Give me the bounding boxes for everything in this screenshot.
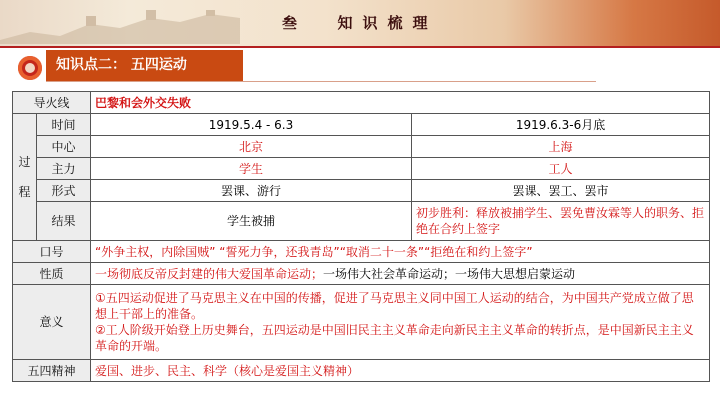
header-divider — [0, 46, 720, 48]
process-char-2: 程 — [18, 185, 31, 199]
center-phase-a: 北京 — [91, 136, 412, 158]
result-phase-b: 初步胜利：释放被捕学生、罢免曹汝霖等人的职务、拒绝在合约上签字 — [412, 202, 710, 241]
table-row — [13, 136, 710, 158]
table-row — [13, 202, 710, 241]
great-wall-decoration — [0, 10, 240, 44]
center-label: 中心 — [37, 136, 91, 158]
table-row — [13, 92, 710, 114]
result-label: 结果 — [37, 202, 91, 241]
header-banner — [0, 0, 720, 46]
knowledge-table — [12, 91, 710, 382]
nature-value — [91, 263, 710, 285]
result-phase-a: 学生被捕 — [91, 202, 412, 241]
nature-label: 性质 — [13, 263, 91, 285]
meaning-value — [91, 285, 710, 360]
spirit-label: 五四精神 — [13, 360, 91, 382]
table-row — [13, 180, 710, 202]
form-phase-b: 罢课、罢工、罢市 — [412, 180, 710, 202]
time-phase-a: 1919.5.4 - 6.3 — [91, 114, 412, 136]
table-row — [13, 285, 710, 360]
center-phase-b: 上海 — [412, 136, 710, 158]
main-force-phase-b: 工人 — [412, 158, 710, 180]
nature-value-black: 一场伟大社会革命运动；一场伟大思想启蒙运动 — [323, 266, 576, 281]
spirit-value: 爱国、进步、民主、科学（核心是爱国主义精神） — [91, 360, 710, 382]
table-row — [13, 263, 710, 285]
slogan-label: 口号 — [13, 241, 91, 263]
form-phase-a: 罢课、游行 — [91, 180, 412, 202]
table-row — [13, 241, 710, 263]
form-label: 形式 — [37, 180, 91, 202]
meaning-point-1: ①五四运动促进了马克思主义在中国的传播，促进了马克思主义同中国工人运动的结合，为中国共产党成立做了思想上干部上的准备。 — [95, 291, 694, 321]
section-underline — [46, 81, 596, 82]
time-label: 时间 — [37, 114, 91, 136]
process-label — [13, 114, 37, 241]
slogan-value: “外争主权，内除国贼” “誓死力争，还我青岛”“取消二十一条”“拒绝在和约上签字” — [91, 241, 710, 263]
table-row — [13, 114, 710, 136]
nature-value-red: 一场彻底反帝反封建的伟大爱国革命运动； — [95, 266, 324, 281]
bullet-circle-icon — [18, 56, 42, 80]
section-label: 知识点二： 五四运动 — [46, 50, 243, 81]
page-title: 叁 知识梳理 — [282, 14, 438, 32]
process-char-1: 过 — [18, 155, 31, 169]
meaning-label: 意义 — [13, 285, 91, 360]
table-row — [13, 360, 710, 382]
table-row — [13, 158, 710, 180]
main-force-label: 主力 — [37, 158, 91, 180]
time-phase-b: 1919.6.3-6月底 — [412, 114, 710, 136]
fuse-label: 导火线 — [13, 92, 91, 114]
fuse-value: 巴黎和会外交失败 — [91, 92, 710, 114]
main-force-phase-a: 学生 — [91, 158, 412, 180]
meaning-point-2: ②工人阶级开始登上历史舞台，五四运动是中国旧民主主义革命走向新民主主义革命的转折点，是中国新民主主义革命的开端。 — [95, 323, 694, 353]
